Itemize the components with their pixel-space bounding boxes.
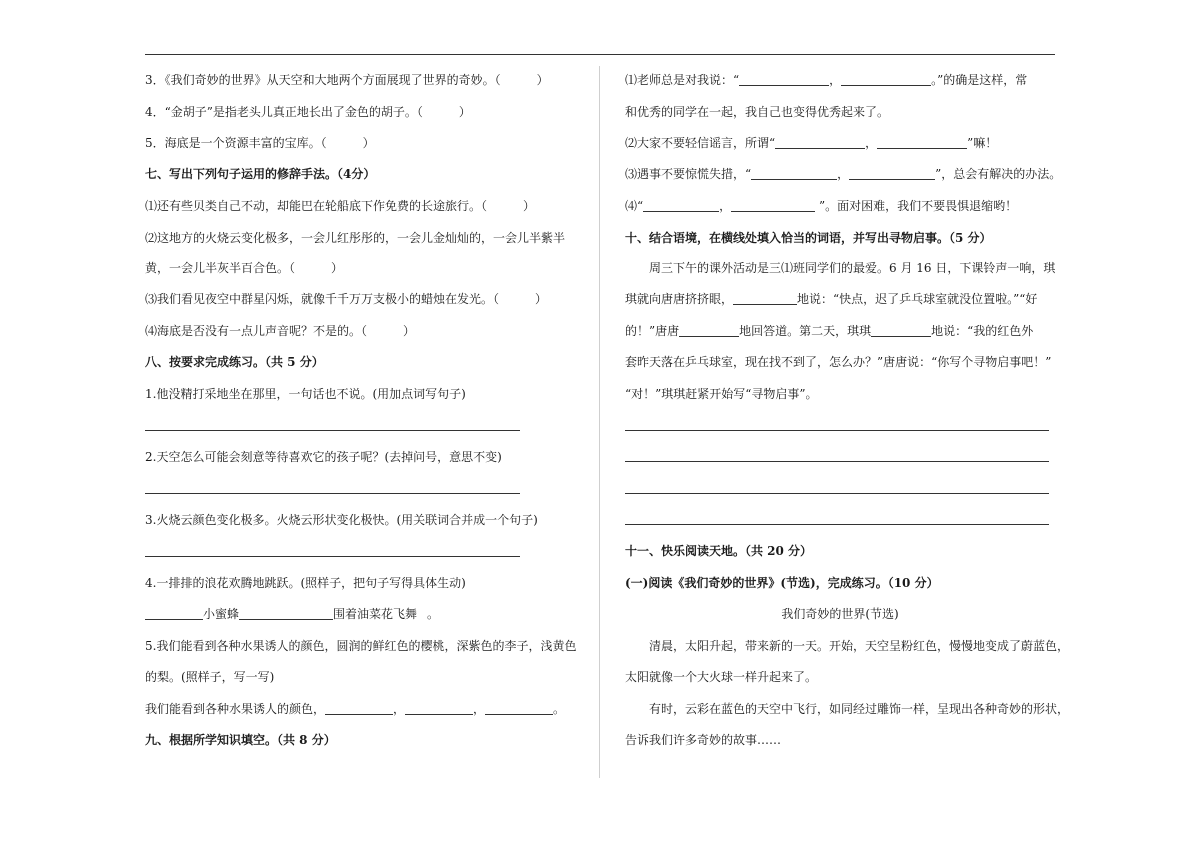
q7-item-3: ⑶我们看见夜空中群星闪烁，就像千千万万支极小的蜡烛在发光。（ ）: [145, 292, 548, 306]
passage-p2-line-1: 有时，云彩在蓝色的天空中飞行，如同经过雕饰一样，呈现出各种奇妙的形状，: [649, 702, 1070, 716]
q7-item-1: ⑴还有些贝类自己不动，却能巴在轮船底下作免费的长途旅行。（ ）: [145, 199, 536, 213]
q8-answer-line-3[interactable]: [145, 556, 520, 557]
template-word-bee: 小蜜蜂: [203, 607, 240, 621]
q8-item-5-line-1: 5.我们能看到各种水果诱人的颜色，圆润的鲜红色的樱桃，深紫色的李子，浅黄色: [145, 639, 577, 653]
blank[interactable]: [751, 167, 837, 180]
q9-heading: 九、根据所学知识填空。（共 8 分）: [145, 733, 336, 747]
q9-item-1-prefix: ⑴老师总是对我说：“: [625, 73, 740, 87]
blank[interactable]: [145, 607, 203, 620]
q10-line-3-b: 地回答道。第二天，琪琪: [739, 324, 872, 338]
q8-answer-line-1[interactable]: [145, 430, 520, 431]
q10-line-3: [625, 323, 1033, 339]
q10-line-2-a: 琪就向唐唐挤挤眼，: [625, 292, 734, 306]
q8-item-4-template: [145, 606, 439, 622]
q8-item-4: 4.一排排的浪花欢腾地跳跃。(照样子，把句子写得具体生动): [145, 576, 466, 590]
q9-item-4: [625, 198, 1017, 214]
q9-item-1-suffix: 。”的确是这样，常: [931, 73, 1028, 87]
q8-item-5-answer: [145, 701, 565, 717]
comma: ，: [837, 167, 850, 181]
blank[interactable]: [239, 607, 333, 620]
q11-heading: 十一、快乐阅读天地。（共 20 分）: [625, 544, 813, 558]
passage-p1-line-1: 清晨，太阳升起，带来新的一天。开始，天空呈粉红色，慢慢地变成了蔚蓝色，: [649, 639, 1070, 653]
q8-answer-line-2[interactable]: [145, 493, 520, 494]
q7-item-2-line-2: 黄，一会儿半灰半百合色。（ ）: [145, 261, 344, 275]
blank[interactable]: [871, 324, 931, 337]
notice-answer-line-1[interactable]: [625, 430, 1049, 431]
template-word-fly: 围着油菜花飞舞: [333, 607, 418, 621]
q10-line-1: 周三下午的课外活动是三⑴班同学们的最爱。6 月 16 日，下课铃声一响，琪: [649, 261, 1056, 275]
comma: ，: [473, 702, 486, 716]
q8-heading: 八、按要求完成练习。（共 5 分）: [145, 355, 324, 369]
q6-item-3: 3．《我们奇妙的世界》从天空和大地两个方面展现了世界的奇妙。（ ）: [145, 73, 549, 87]
q10-line-4: 套昨天落在乒乓球室，现在找不到了，怎么办？”唐唐说：“你写个寻物启事吧！”: [625, 355, 1052, 369]
passage-p1-line-2: 太阳就像一个大火球一样升起来了。: [625, 670, 818, 684]
blank[interactable]: [849, 167, 935, 180]
column-divider: [599, 66, 600, 778]
blank[interactable]: [733, 292, 797, 305]
q9-item-3-suffix: ”，总会有解决的办法。: [935, 167, 1062, 181]
q9-item-3-prefix: ⑶遇事不要惊慌失措，“: [625, 167, 752, 181]
blank[interactable]: [841, 73, 931, 86]
comma: ，: [829, 73, 842, 87]
q10-line-2-b: 地说：“快点，迟了乒乓球室就没位置啦。”“好: [797, 292, 1038, 306]
q8-item-2: 2.天空怎么可能会刻意等待喜欢它的孩子呢？(去掉问号，意思不变): [145, 450, 502, 464]
q9-item-4-prefix: ⑷“: [625, 199, 644, 213]
period: 。: [553, 702, 566, 716]
q10-line-3-a: 的！”唐唐: [625, 324, 680, 338]
blank[interactable]: [679, 324, 739, 337]
q9-item-3: [625, 166, 1061, 182]
q9-item-2-suffix: ”嘛！: [967, 136, 998, 150]
q9-item-4-suffix: ”。面对困难，我们不要畏惧退缩哟！: [815, 199, 1018, 213]
blank[interactable]: [643, 199, 719, 212]
q10-line-5: “对！”琪琪赶紧开始写“寻物启事”。: [625, 387, 818, 401]
blank[interactable]: [877, 136, 967, 149]
top-rule: [145, 54, 1055, 55]
q6-item-5: 5．海底是一个资源丰富的宝库。（ ）: [145, 136, 375, 150]
comma: ，: [393, 702, 406, 716]
q7-heading: 七、写出下列句子运用的修辞手法。（4分）: [145, 167, 376, 181]
blank[interactable]: [485, 702, 553, 715]
comma: ，: [865, 136, 878, 150]
q7-item-4: ⑷海底是否没有一点儿声音呢？不是的。（ ）: [145, 324, 416, 338]
q10-line-3-c: 地说：“我的红色外: [931, 324, 1034, 338]
passage-title: 我们奇妙的世界(节选): [781, 607, 899, 621]
blank[interactable]: [739, 73, 829, 86]
notice-answer-line-4[interactable]: [625, 524, 1049, 525]
comma: ，: [719, 199, 732, 213]
blank[interactable]: [731, 199, 815, 212]
blank[interactable]: [775, 136, 865, 149]
passage-p2-line-2: 告诉我们许多奇妙的故事……: [625, 733, 782, 747]
q9-item-1-line-2: 和优秀的同学在一起，我自己也变得优秀起来了。: [625, 105, 890, 119]
q8-item-1: 1.他没精打采地坐在那里，一句话也不说。(用加点词写句子): [145, 387, 466, 401]
q7-item-2-line-1: ⑵这地方的火烧云变化极多，一会儿红彤彤的，一会儿金灿灿的，一会儿半紫半: [145, 231, 566, 245]
q10-line-2: [625, 291, 1037, 307]
notice-answer-line-3[interactable]: [625, 493, 1049, 494]
blank[interactable]: [325, 702, 393, 715]
q8-item-3: 3.火烧云颜色变化极多。火烧云形状变化极快。(用关联词合并成一个句子): [145, 513, 538, 527]
q9-item-2-prefix: ⑵大家不要轻信谣言，所谓“: [625, 136, 776, 150]
q11-sub-1-heading: (一)阅读《我们奇妙的世界》(节选)，完成练习。（10 分）: [625, 576, 939, 590]
notice-answer-line-2[interactable]: [625, 461, 1049, 462]
answer-prefix: 我们能看到各种水果诱人的颜色，: [145, 702, 326, 716]
blank[interactable]: [405, 702, 473, 715]
q10-heading: 十、结合语境，在横线处填入恰当的词语，并写出寻物启事。（5 分）: [625, 231, 992, 245]
q9-item-2: [625, 135, 997, 151]
q6-item-4: 4．“金胡子”是指老头儿真正地长出了金色的胡子。（ ）: [145, 105, 471, 119]
q8-item-5-line-2: 的梨。(照样子，写一写): [145, 670, 275, 684]
q9-item-1: [625, 72, 1027, 88]
template-end: 。: [427, 607, 440, 621]
